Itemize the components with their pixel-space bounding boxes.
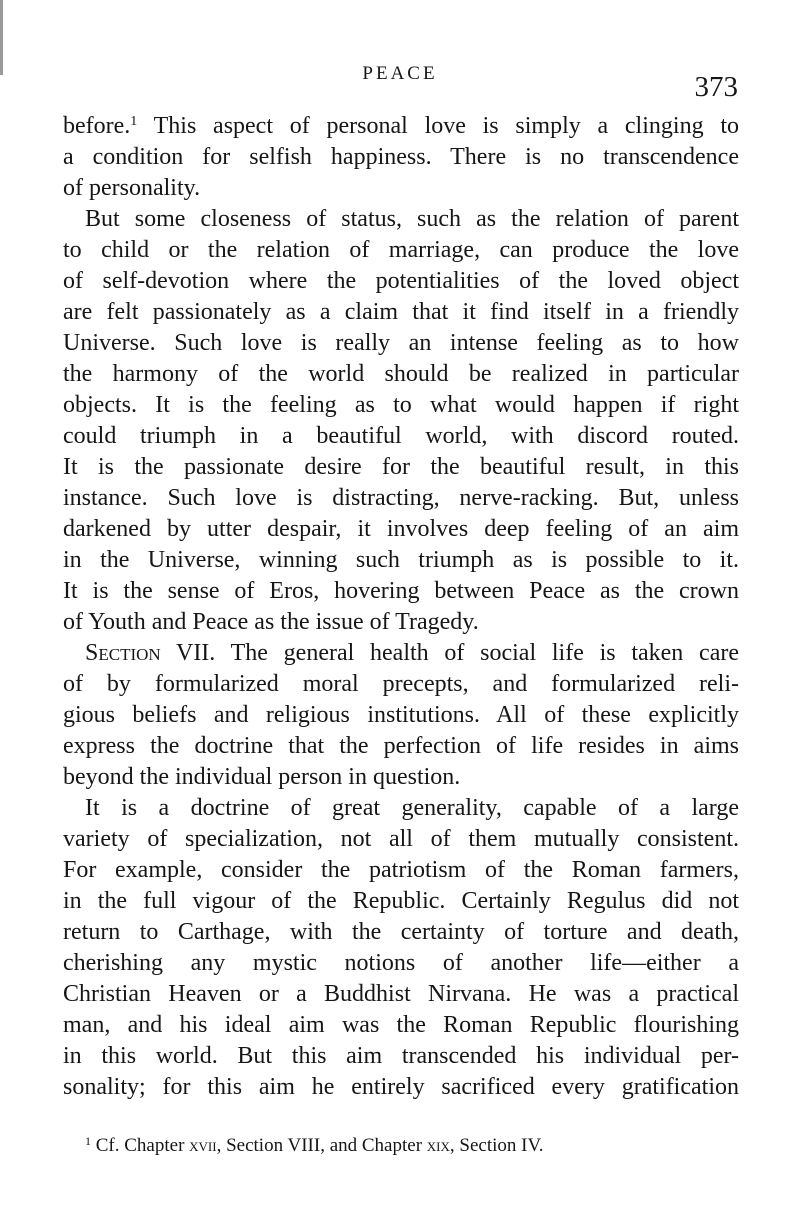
text-line: of self-devotion where the potentialities of the loved object — [63, 268, 739, 294]
footnote: $^1$ Cf. Chapter xvii, Section VIII, and Chapter xix, Section IV. — [85, 1134, 544, 1156]
text-line: Universe. Such love is really an intense feeling as to how — [63, 330, 739, 356]
text-line: sonality; for this aim he entirely sacrificed every gratification — [63, 1074, 739, 1100]
text-line: beyond the individual person in question. — [63, 764, 461, 790]
text-line: express the doctrine that the perfection of life resides in aims — [63, 733, 739, 759]
page-number: 373 — [694, 71, 738, 103]
text-line: before.$^1$ This aspect of personal love is simply a clinging to — [63, 113, 739, 139]
text-line: of by formularized moral precepts, and formularized reli- — [63, 671, 739, 697]
text-line: of Youth and Peace as the issue of Tragedy. — [63, 609, 479, 635]
text-line: could triumph in a beautiful world, with discord routed. — [63, 423, 739, 449]
chapter-numeral: xix — [426, 1135, 450, 1156]
text-line: instance. Such love is distracting, nerve-racking. But, unless — [63, 485, 739, 511]
chapter-numeral: xvii — [189, 1135, 217, 1156]
text-line: the harmony of the world should be realized in particular — [63, 361, 739, 387]
text-line: It is a doctrine of great generality, capable of a large — [85, 795, 739, 821]
page-edge-shadow — [0, 0, 3, 75]
text-line: in this world. But this aim transcended his individual per- — [63, 1043, 739, 1069]
text-line: in the Universe, winning such triumph as is possible to it. — [63, 547, 739, 573]
running-title: PEACE — [362, 63, 438, 84]
footnote-marker: 1 — [130, 114, 138, 129]
text-line: a condition for selfish happiness. There is no transcendence — [63, 144, 739, 170]
text-line: But some closeness of status, such as the relation of parent — [85, 206, 739, 232]
section-heading-smallcaps: Section — [85, 640, 161, 666]
text-line: cherishing any mystic notions of another life—either a — [63, 950, 739, 976]
running-head — [62, 62, 738, 102]
text-line: are felt passionately as a claim that it find itself in a friendly — [63, 299, 739, 325]
text-line: It is the sense of Eros, hovering between Peace as the crown — [63, 578, 739, 604]
text-line: For example, consider the patriotism of the Roman farmers, — [63, 857, 739, 883]
text-line: of personality. — [63, 175, 201, 201]
text-line: return to Carthage, with the certainty of torture and death, — [63, 919, 739, 945]
text-line: to child or the relation of marriage, can produce the love — [63, 237, 739, 263]
text-line: variety of specialization, not all of them mutually consistent. — [63, 826, 739, 852]
footnote-number: 1 — [85, 1134, 91, 1148]
body-text — [63, 111, 739, 1103]
text-line: objects. It is the feeling as to what would happen if right — [63, 392, 739, 418]
text-line: Section VII. The general health of social life is taken care — [85, 640, 739, 666]
text-line: in the full vigour of the Republic. Certainly Regulus did not — [63, 888, 739, 914]
text-line: gious beliefs and religious institutions. All of these explicitly — [63, 702, 739, 728]
text-line: man, and his ideal aim was the Roman Republic flourishing — [63, 1012, 739, 1038]
text-line: Christian Heaven or a Buddhist Nirvana. He was a practical — [63, 981, 739, 1007]
text-line: It is the passionate desire for the beautiful result, in this — [63, 454, 739, 480]
text-line: darkened by utter despair, it involves deep feeling of an aim — [63, 516, 739, 542]
